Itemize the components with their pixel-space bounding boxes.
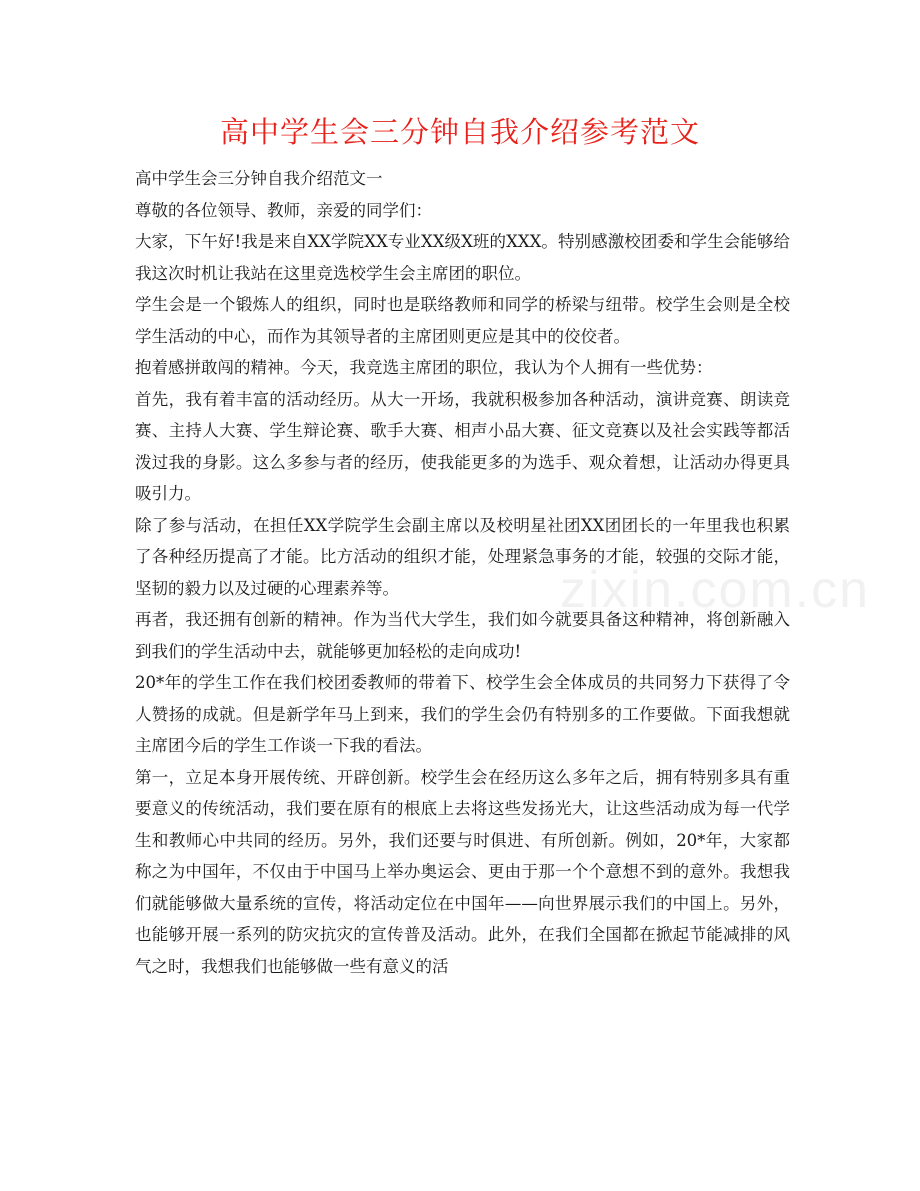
document-title: 高中学生会三分钟自我介绍参考范文 [219, 115, 700, 149]
subheading: 高中学生会三分钟自我介绍范文一 [135, 169, 383, 188]
paragraph: 除了参与活动，在担任XX学院学生会副主席以及校明星社团XX团团长的一年里我也积累了各种经历提高了才能。比方活动的组织才能，处理紧急事务的才能，较强的交际才能，坚韧的毅力以及过硬的心理素养等。 [135, 515, 790, 598]
watermark: zixin.com.cn [560, 561, 871, 619]
paragraph: 学生会是一个锻炼人的组织，同时也是联络教师和同学的桥梁与纽带。校学生会则是全校学生活动的中心，而作为其领导者的主席团则更应是其中的佼佼者。 [135, 295, 790, 346]
paragraph: 第一，立足本身开展传统、开辟创新。校学生会在经历这么多年之后，拥有特别多具有重要意义的传统活动，我们要在原有的根底上去将这些发扬光大，让这些活动成为每一代学生和教师心中共同的经历。另外，我们还要与时俱进、有所创新。例如，20*年，大家都称之为中国年，不仅由于中国马上举办奥运会、更由于那一个个意想不到的意外。我想我们就能够做大量系统的宣传，将活动定位在中国年——向世界展示我们的中国上。另外，也能够开展一系列的防灾抗灾的宣传普及活动。此外，在我们全国都在掀起节能减排的风气之时，我想我们也能够做一些有意义的活 [135, 767, 790, 976]
salutation: 尊敬的各位领导、教师，亲爱的同学们： [135, 200, 432, 220]
paragraph: 20*年的学生工作在我们校团委教师的带着下、校学生会全体成员的共同努力下获得了令人赞扬的成就。但是新学年马上到来，我们的学生会仍有特别多的工作要做。下面我想就主席团今后的学生工作谈一下我的看法。 [135, 673, 790, 755]
paragraph: 再者，我还拥有创新的精神。作为当代大学生，我们如今就要具备这种精神，将创新融入到我们的学生活动中去，就能够更加轻松的走向成功! [135, 610, 790, 661]
paragraph: 大家，下午好!我是来自XX学院XX专业XX级X班的XXX。特别感激校团委和学生会能够给我这次时机让我站在这里竞选校学生会主席团的职位。 [135, 232, 790, 283]
paragraph: 首先，我有着丰富的活动经历。从大一开场，我就积极参加各种活动，演讲竞赛、朗读竞赛、主持人大赛、学生辩论赛、歌手大赛、相声小品大赛、征文竞赛以及社会实践等都活泼过我的身影。这么多参与者的经历，使我能更多的为选手、观众着想，让活动办得更具吸引力。 [135, 389, 790, 503]
paragraph: 抱着感拼敢闯的精神。今天，我竞选主席团的职位，我认为个人拥有一些优势： [135, 358, 713, 377]
document-body [135, 163, 790, 982]
